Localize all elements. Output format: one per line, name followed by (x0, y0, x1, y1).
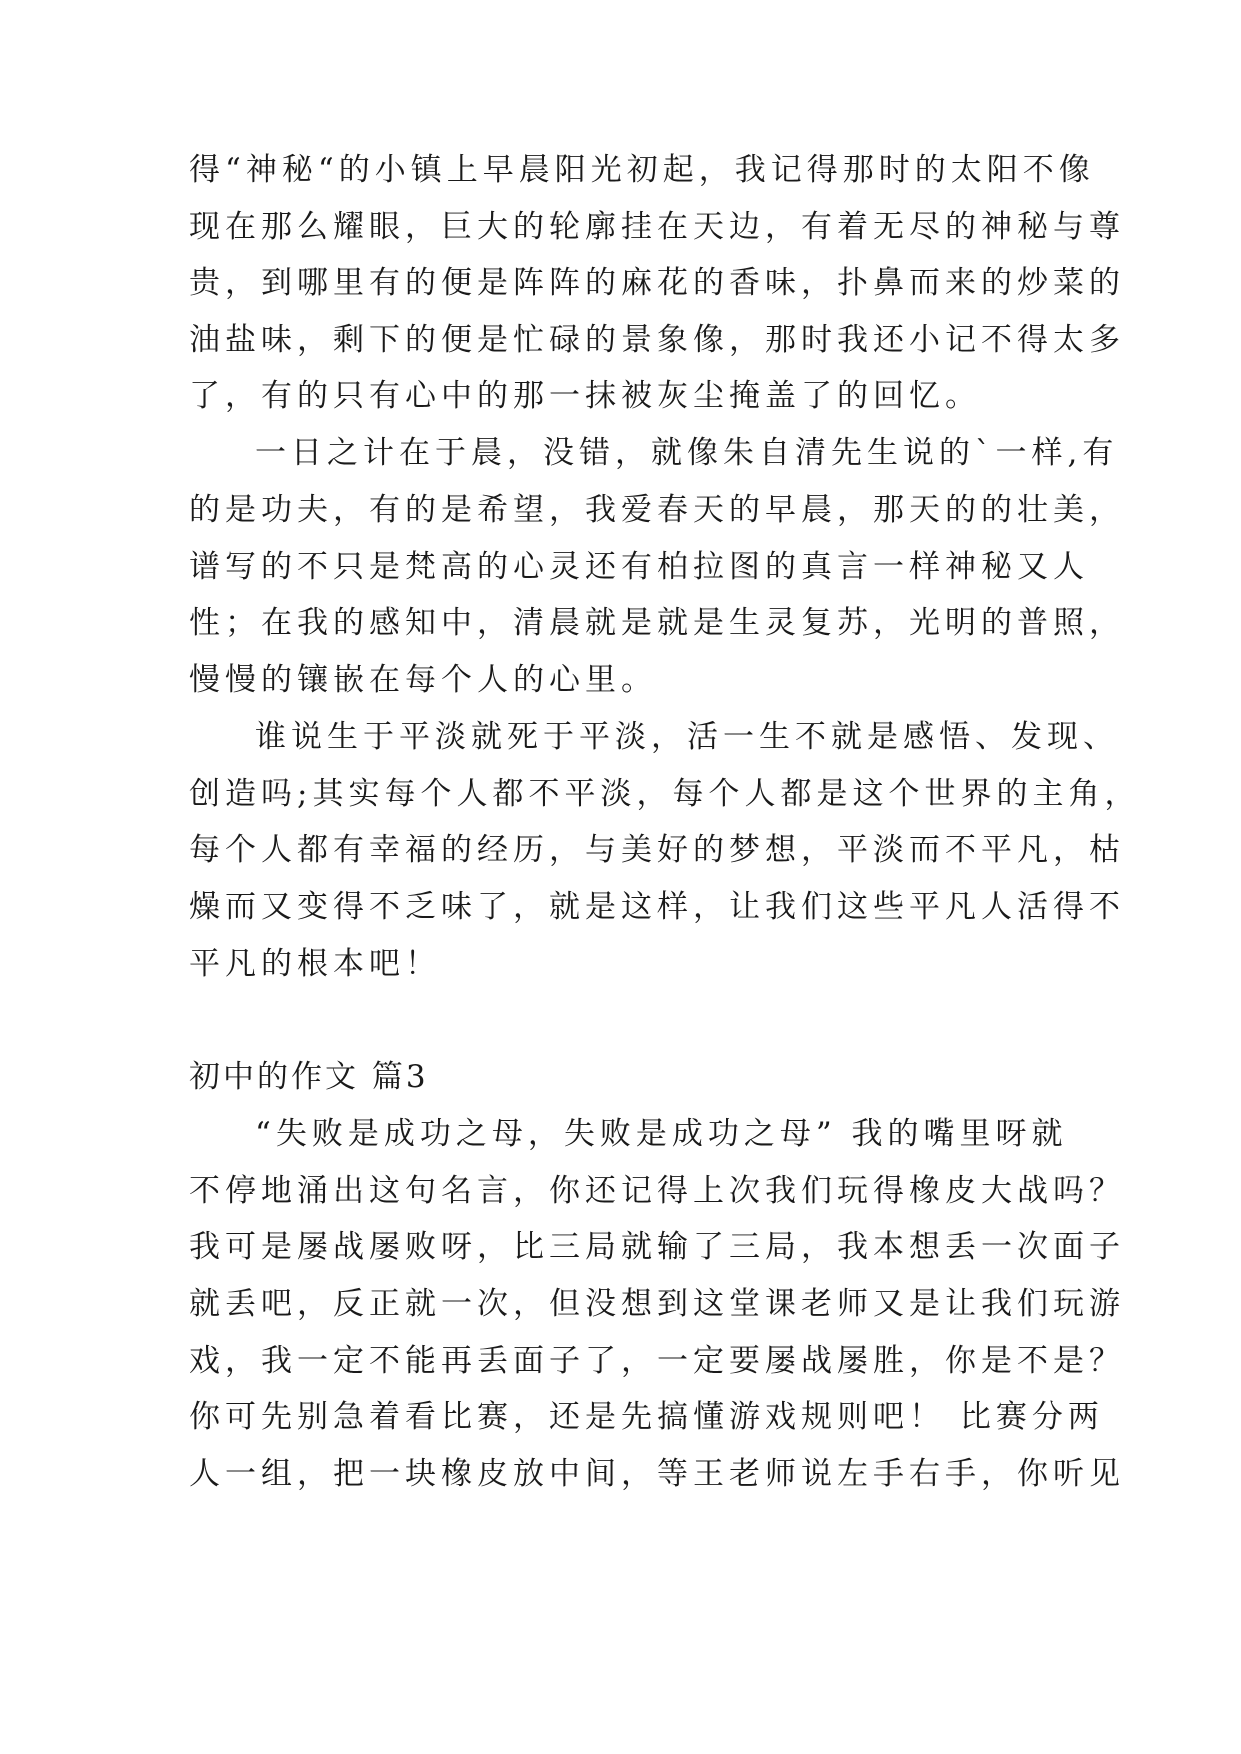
text-line: 每个人都有幸福的经历，与美好的梦想，平淡而不平凡，枯 (189, 832, 1125, 868)
text-line: 现在那么耀眼，巨大的轮廓挂在天边，有着无尽的神秘与尊 (189, 209, 1125, 245)
text-line: 谱写的不只是梵高的心灵还有柏拉图的真言一样神秘又人 (189, 549, 1089, 585)
text-line: 一日之计在于晨，没错，就像朱自清先生说的`一样,有 (255, 435, 1119, 471)
text-line: 油盐味，剩下的便是忙碌的景象像，那时我还小记不得太多 (189, 322, 1125, 358)
text-line: 慢慢的镶嵌在每个人的心里。 (189, 662, 657, 698)
text-line: 我可是屡战屡败呀，比三局就输了三局，我本想丢一次面子 (189, 1229, 1125, 1265)
text-line: 贵，到哪里有的便是阵阵的麻花的香味，扑鼻而来的炒菜的 (189, 265, 1125, 301)
text-line: 得“神秘“的小镇上早晨阳光初起，我记得那时的太阳不像 (189, 152, 1095, 188)
text-line: 的是功夫，有的是希望，我爱春天的早晨，那天的的壮美， (189, 492, 1125, 528)
text-line: 创造吗;其实每个人都不平淡，每个人都是这个世界的主角， (189, 776, 1141, 812)
text-line: 人一组，把一块橡皮放中间，等王老师说左手右手，你听见 (189, 1456, 1125, 1492)
text-line: 平凡的根本吧！ (189, 946, 441, 982)
text-line: 不停地涌出这句名言，你还记得上次我们玩得橡皮大战吗？ (189, 1173, 1125, 1209)
text-line: 性；在我的感知中，清晨就是就是生灵复苏，光明的普照， (189, 605, 1125, 641)
text-line: 谁说生于平淡就死于平淡，活一生不就是感悟、发现、 (255, 719, 1119, 755)
text-line: 了，有的只有心中的那一抹被灰尘掩盖了的回忆。 (189, 378, 981, 414)
text-line: 就丢吧，反正就一次，但没想到这堂课老师又是让我们玩游 (189, 1286, 1125, 1322)
text-line: “失败是成功之母，失败是成功之母” 我的嘴里呀就 (255, 1116, 1068, 1152)
text-line: 你可先别急着看比赛，还是先搞懂游戏规则吧！ 比赛分两 (189, 1399, 1104, 1435)
text-line: 燥而又变得不乏味了，就是这样，让我们这些平凡人活得不 (189, 889, 1125, 925)
section-heading: 初中的作文 篇3 (189, 1059, 429, 1095)
text-line: 戏，我一定不能再丢面子了，一定要屡战屡胜，你是不是？ (189, 1343, 1125, 1379)
